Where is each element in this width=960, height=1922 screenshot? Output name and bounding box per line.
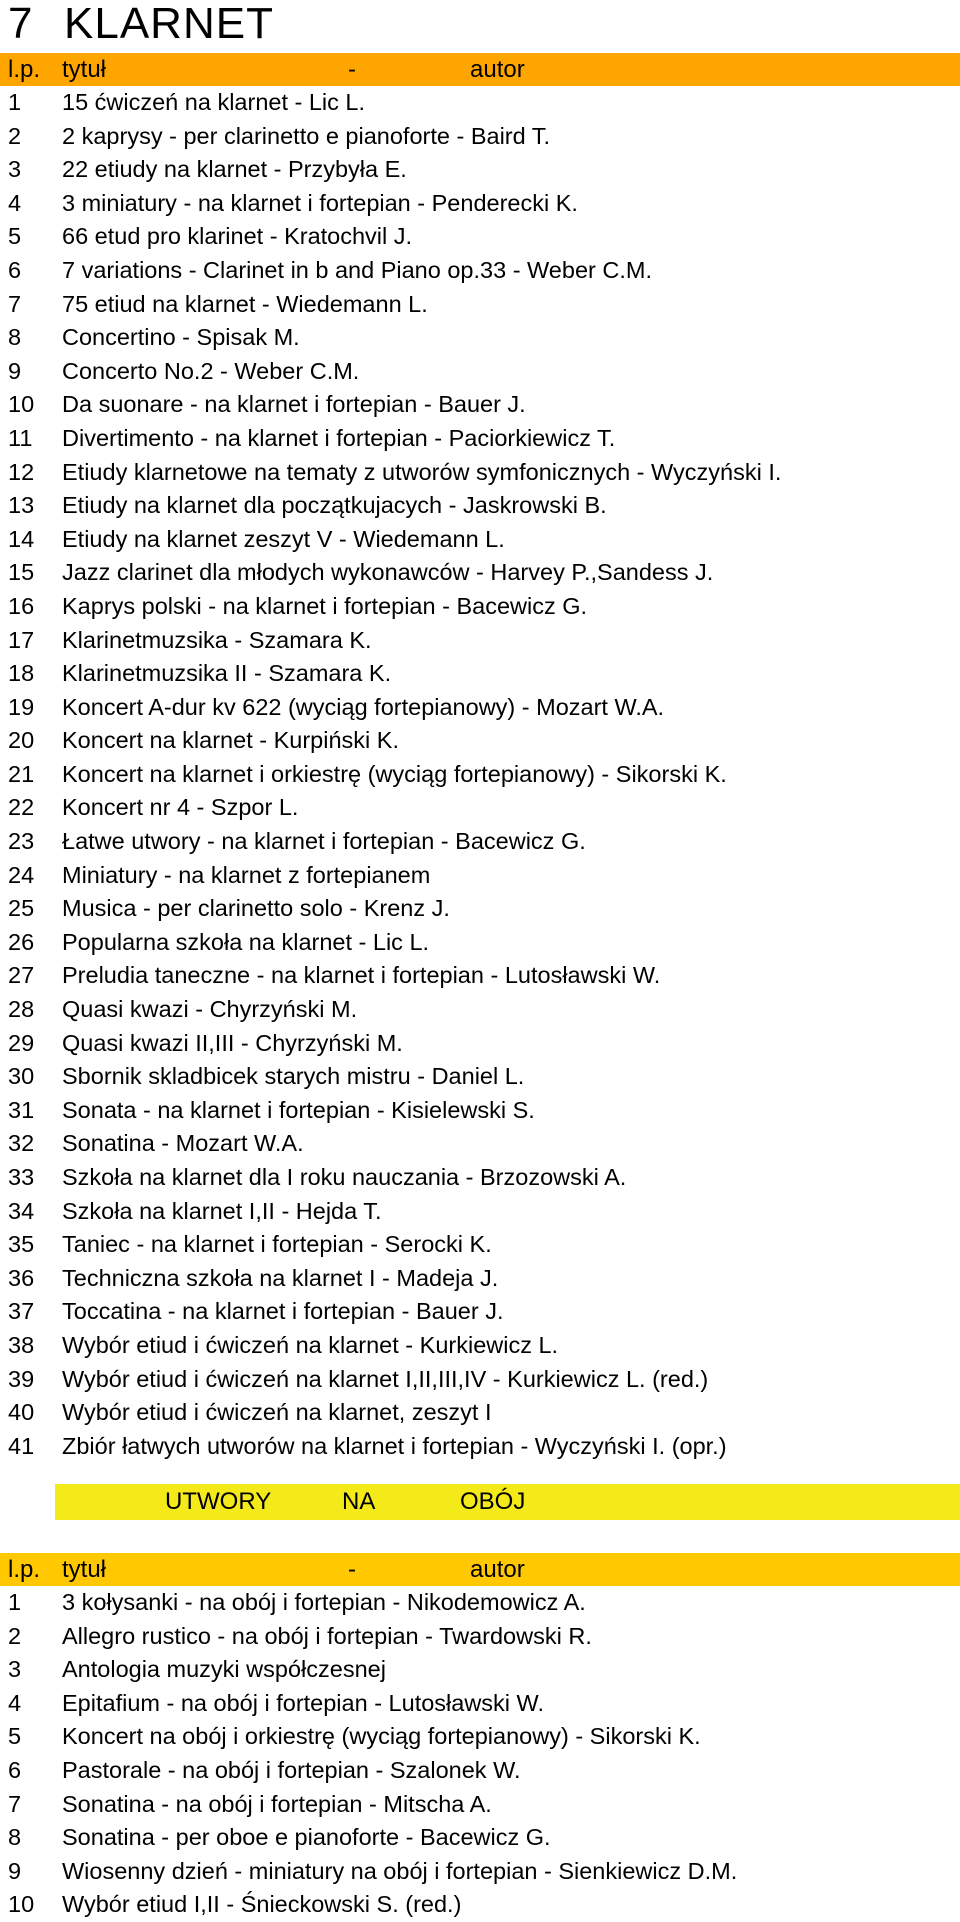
list-item (0, 1586, 960, 1620)
item-number: 9 (8, 357, 22, 384)
list-item (0, 1396, 960, 1430)
item-title: Taniec - na klarnet i fortepian - Serocki K. (62, 1231, 492, 1258)
item-number: 31 (8, 1096, 35, 1123)
item-number: 10 (8, 1891, 35, 1918)
item-title: Koncert A-dur kv 622 (wyciąg fortepianowy) - Mozart W.A. (62, 693, 665, 720)
list-item (0, 355, 960, 389)
list-item (0, 1788, 960, 1822)
item-number: 38 (8, 1331, 35, 1358)
item-title: Sonatina - na obój i fortepian - Mitscha A. (62, 1790, 492, 1817)
list-item (0, 724, 960, 758)
list-item (0, 590, 960, 624)
item-number: 28 (8, 996, 35, 1023)
list-item (0, 1161, 960, 1195)
item-title: Da suonare - na klarnet i fortepian - Bauer J. (62, 391, 526, 418)
list-item (0, 1228, 960, 1262)
oboe-table-header (0, 1553, 960, 1586)
item-title: Quasi kwazi - Chyrzyński M. (62, 996, 358, 1023)
item-number: 8 (8, 324, 22, 351)
item-title: Techniczna szkoła na klarnet I - Madeja J. (62, 1264, 499, 1291)
item-number: 3 (8, 156, 22, 183)
item-title: Concerto No.2 - Weber C.M. (62, 357, 360, 384)
header-title: tytuł (62, 56, 107, 83)
item-title: Divertimento - na klarnet i fortepian - Paciorkiewicz T. (62, 424, 616, 451)
item-title: Kaprys polski - na klarnet i fortepian - Bacewicz G. (62, 592, 588, 619)
item-title: Sonata - na klarnet i fortepian - Kisielewski S. (62, 1096, 535, 1123)
item-number: 41 (8, 1432, 35, 1459)
item-title: 3 kołysanki - na obój i fortepian - Nikodemowicz A. (62, 1589, 586, 1615)
list-item (0, 1653, 960, 1687)
item-number: 20 (8, 727, 35, 754)
list-item (0, 657, 960, 691)
oboe-banner-word-1: UTWORY (165, 1488, 272, 1515)
item-number: 12 (8, 458, 35, 485)
item-title: Klarinetmuzsika II - Szamara K. (62, 660, 392, 687)
section-title: KLARNET (64, 0, 274, 48)
item-number: 6 (8, 1756, 22, 1783)
list-item (0, 791, 960, 825)
item-number: 5 (8, 223, 22, 250)
header-author: autor (470, 1556, 525, 1583)
item-title: Quasi kwazi II,III - Chyrzyński M. (62, 1029, 403, 1056)
list-item (0, 758, 960, 792)
item-title: Etiudy na klarnet zeszyt V - Wiedemann L. (62, 525, 505, 552)
item-number: 17 (8, 626, 35, 653)
item-title: 3 miniatury - na klarnet i fortepian - Penderecki K. (62, 189, 578, 216)
item-title: Antologia muzyki współczesnej (62, 1656, 386, 1683)
item-number: 4 (8, 189, 22, 216)
list-item (0, 1127, 960, 1161)
item-title: Sbornik skladbicek starych mistru - Daniel L. (62, 1063, 525, 1090)
list-item (0, 254, 960, 288)
item-title: Klarinetmuzsika - Szamara K. (62, 626, 372, 653)
list-item (0, 1295, 960, 1329)
item-number: 32 (8, 1130, 35, 1157)
item-number: 16 (8, 592, 35, 619)
list-item (0, 1430, 960, 1464)
item-title: Koncert nr 4 - Szpor L. (62, 794, 299, 821)
item-number: 37 (8, 1298, 35, 1325)
list-item (0, 691, 960, 725)
item-title: Koncert na klarnet - Kurpiński K. (62, 727, 399, 754)
header-lp: l.p. (8, 1556, 41, 1583)
item-title: Łatwe utwory - na klarnet i fortepian - Bacewicz G. (62, 828, 586, 855)
list-item (0, 489, 960, 523)
section-number: 7 (8, 0, 34, 48)
list-item (0, 288, 960, 322)
item-number: 7 (8, 1790, 22, 1817)
item-number: 23 (8, 828, 35, 855)
list-item (0, 1720, 960, 1754)
item-number: 7 (8, 290, 22, 317)
item-title: 2 kaprysy - per clarinetto e pianoforte - Baird T. (62, 122, 551, 149)
list-item (0, 1754, 960, 1788)
list-item (0, 220, 960, 254)
item-title: Pastorale - na obój i fortepian - Szalonek W. (62, 1756, 521, 1783)
item-number: 2 (8, 122, 22, 149)
list-item (0, 187, 960, 221)
item-number: 1 (8, 1589, 22, 1615)
item-title: Wybór etiud i ćwiczeń na klarnet I,II,III,IV - Kurkiewicz L. (red.) (62, 1365, 709, 1392)
item-title: Wybór etiud I,II - Śnieckowski S. (red.) (62, 1891, 462, 1918)
item-title: 22 etiudy na klarnet - Przybyła E. (62, 156, 407, 183)
list-item (0, 1855, 960, 1889)
list-item (0, 1363, 960, 1397)
item-number: 34 (8, 1197, 35, 1224)
list-item (0, 1027, 960, 1061)
list-item (0, 1620, 960, 1654)
header-lp: l.p. (8, 56, 41, 83)
item-title: Musica - per clarinetto solo - Krenz J. (62, 895, 450, 922)
item-number: 9 (8, 1857, 22, 1884)
item-title: 7 variations - Clarinet in b and Piano op.33 - Weber C.M. (62, 256, 652, 283)
list-item (0, 1195, 960, 1229)
item-title: Popularna szkoła na klarnet - Lic L. (62, 928, 430, 955)
item-number: 1 (8, 89, 22, 115)
item-number: 18 (8, 660, 35, 687)
oboe-section-banner (55, 1484, 960, 1520)
item-number: 24 (8, 861, 35, 888)
list-item (0, 892, 960, 926)
item-title: Allegro rustico - na obój i fortepian - Twardowski R. (62, 1622, 592, 1649)
list-item (0, 1329, 960, 1363)
item-title: Sonatina - Mozart W.A. (62, 1130, 304, 1157)
item-number: 26 (8, 928, 35, 955)
item-number: 36 (8, 1264, 35, 1291)
oboe-banner-word-3: OBÓJ (460, 1488, 526, 1515)
item-number: 11 (8, 424, 33, 451)
list-item (0, 86, 960, 120)
item-number: 30 (8, 1063, 35, 1090)
header-dash: - (348, 56, 356, 83)
list-item (0, 120, 960, 154)
list-item (0, 624, 960, 658)
item-number: 8 (8, 1824, 22, 1851)
item-title: Jazz clarinet dla młodych wykonawców - Harvey P.,Sandess J. (62, 559, 714, 586)
list-item (0, 422, 960, 456)
item-title: Szkoła na klarnet I,II - Hejda T. (62, 1197, 382, 1224)
header-author: autor (470, 56, 525, 83)
item-number: 25 (8, 895, 35, 922)
item-title: Toccatina - na klarnet i fortepian - Bauer J. (62, 1298, 504, 1325)
item-number: 39 (8, 1365, 35, 1392)
page-title (8, 0, 274, 48)
item-title: Wiosenny dzień - miniatury na obój i fortepian - Sienkiewicz D.M. (62, 1857, 738, 1884)
clarinet-table-header (0, 53, 960, 86)
oboe-banner-word-2: NA (342, 1488, 376, 1515)
item-title: Wybór etiud i ćwiczeń na klarnet - Kurkiewicz L. (62, 1331, 559, 1358)
item-number: 3 (8, 1656, 22, 1683)
item-title: 66 etud pro klarinet - Kratochvil J. (62, 223, 413, 250)
item-number: 13 (8, 492, 35, 519)
item-number: 29 (8, 1029, 35, 1056)
item-title: Epitafium - na obój i fortepian - Lutosławski W. (62, 1689, 544, 1716)
oboe-list (0, 1586, 960, 1922)
item-number: 40 (8, 1399, 35, 1426)
clarinet-list (0, 86, 960, 1463)
list-item (0, 1821, 960, 1855)
item-title: 75 etiud na klarnet - Wiedemann L. (62, 290, 428, 317)
item-number: 14 (8, 525, 35, 552)
item-title: Koncert na obój i orkiestrę (wyciąg fortepianowy) - Sikorski K. (62, 1723, 701, 1750)
list-item (0, 1262, 960, 1296)
item-number: 6 (8, 256, 22, 283)
list-item (0, 556, 960, 590)
item-title: Etiudy klarnetowe na tematy z utworów symfonicznych - Wyczyński I. (62, 458, 782, 485)
item-number: 15 (8, 559, 35, 586)
item-number: 10 (8, 391, 35, 418)
item-title: Sonatina - per oboe e pianoforte - Bacewicz G. (62, 1824, 551, 1851)
item-number: 19 (8, 693, 35, 720)
item-title: 15 ćwiczeń na klarnet - Lic L. (62, 89, 366, 115)
list-item (0, 959, 960, 993)
item-number: 22 (8, 794, 35, 821)
list-item (0, 1094, 960, 1128)
item-title: Wybór etiud i ćwiczeń na klarnet, zeszyt I (62, 1399, 492, 1426)
list-item (0, 1060, 960, 1094)
item-number: 2 (8, 1622, 22, 1649)
item-number: 5 (8, 1723, 22, 1750)
item-number: 33 (8, 1164, 35, 1190)
item-number: 35 (8, 1231, 35, 1258)
list-item (0, 993, 960, 1027)
list-item (0, 321, 960, 355)
list-item (0, 859, 960, 893)
item-title: Szkoła na klarnet dla I roku nauczania - Brzozowski A. (62, 1164, 627, 1190)
item-number: 21 (8, 760, 35, 787)
list-item (0, 825, 960, 859)
item-title: Zbiór łatwych utworów na klarnet i fortepian - Wyczyński I. (opr.) (62, 1432, 727, 1459)
header-dash: - (348, 1556, 356, 1583)
item-number: 27 (8, 962, 35, 989)
header-title: tytuł (62, 1556, 107, 1583)
item-title: Miniatury - na klarnet z fortepianem (62, 861, 431, 888)
item-number: 4 (8, 1689, 22, 1716)
list-item (0, 388, 960, 422)
item-title: Etiudy na klarnet dla początkujacych - Jaskrowski B. (62, 492, 607, 519)
list-item (0, 456, 960, 490)
list-item (0, 523, 960, 557)
item-title: Preludia taneczne - na klarnet i fortepian - Lutosławski W. (62, 962, 661, 989)
list-item (0, 926, 960, 960)
list-item (0, 1687, 960, 1721)
item-title: Concertino - Spisak M. (62, 324, 300, 351)
item-title: Koncert na klarnet i orkiestrę (wyciąg fortepianowy) - Sikorski K. (62, 760, 727, 787)
list-item (0, 153, 960, 187)
